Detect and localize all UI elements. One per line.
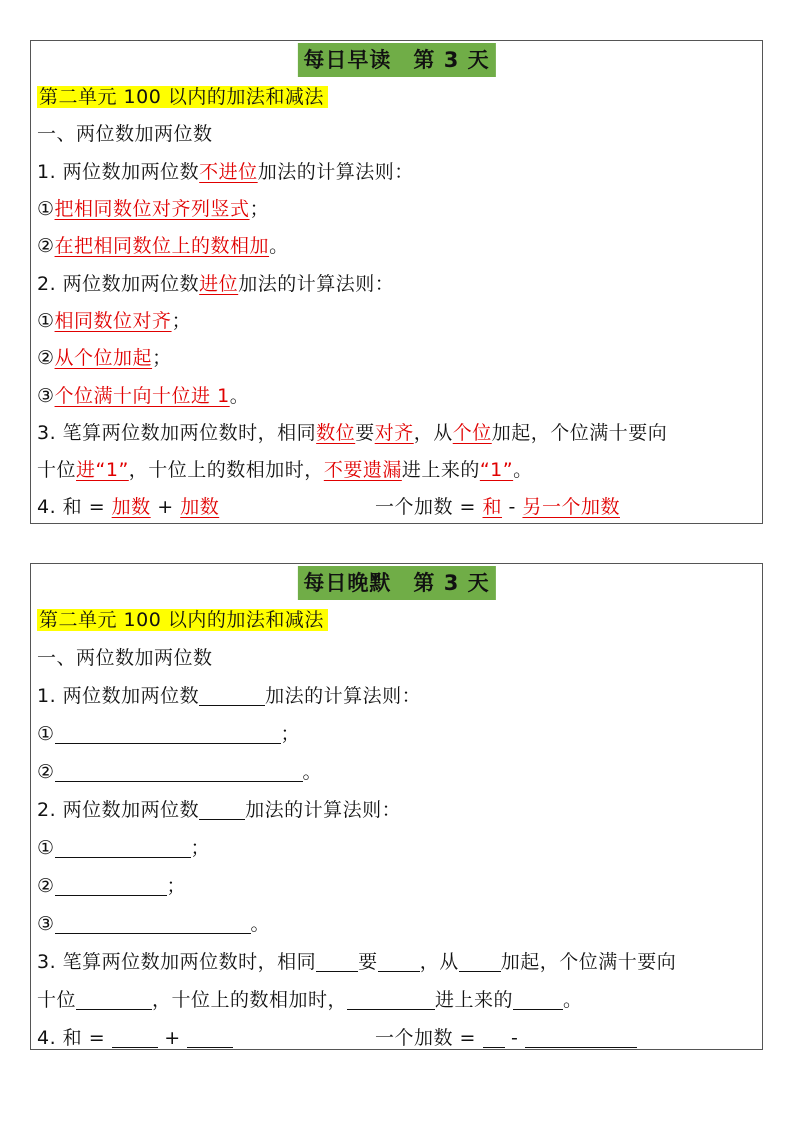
- rule-text: 十位: [37, 989, 77, 1011]
- circled-number: ③: [37, 913, 55, 935]
- circled-number: ②: [37, 875, 55, 897]
- evening-rule-1-step-2: [37, 754, 756, 790]
- circled-number: ②: [37, 235, 55, 257]
- fill-blank[interactable]: [483, 1025, 505, 1048]
- answer-text: 相同数位对齐: [54, 310, 172, 332]
- fill-blank[interactable]: [378, 949, 420, 972]
- punctuation: 。: [563, 989, 583, 1011]
- answer-text: 另一个加数: [522, 496, 620, 518]
- evening-dictation-card: [30, 563, 763, 1050]
- rule-text: 进上来的: [435, 989, 514, 1011]
- morning-title: [297, 43, 495, 77]
- answer-text: 加数: [180, 496, 220, 518]
- operator: +: [150, 496, 181, 518]
- morning-section-text: 一、两位数加两位数: [37, 123, 213, 145]
- evening-title-day: 第 3 天: [413, 571, 490, 595]
- morning-rule-3-line-2: [37, 452, 756, 488]
- answer-text: 数位: [316, 422, 356, 444]
- answer-text: 在把相同数位上的数相加: [54, 235, 270, 257]
- formula-text: 一个加数 =: [375, 496, 483, 518]
- answer-text: 从个位加起: [54, 347, 153, 369]
- rule-text: ，十位上的数相加时，: [152, 989, 348, 1011]
- circled-number: ②: [37, 761, 55, 783]
- rule-text: 1. 两位数加两位数: [37, 161, 200, 183]
- evening-section-text: 一、两位数加两位数: [37, 647, 213, 669]
- morning-formula-2: [375, 489, 620, 525]
- morning-rule-2-step-3: [37, 378, 756, 414]
- circled-number: ①: [37, 310, 55, 332]
- morning-title-name: 每日早读: [303, 48, 392, 72]
- punctuation: 。: [229, 385, 250, 407]
- punctuation: ；: [171, 310, 192, 332]
- evening-rule-2-step-1: [37, 830, 756, 866]
- fill-blank[interactable]: [513, 987, 563, 1010]
- punctuation: 。: [250, 913, 271, 935]
- morning-rule-1-step-1: [37, 191, 756, 227]
- morning-section-heading: [37, 116, 756, 152]
- rule-text: 要: [358, 951, 378, 973]
- evening-unit-line: [37, 602, 756, 638]
- evening-formula-2: [375, 1020, 637, 1056]
- punctuation: 。: [269, 235, 289, 257]
- rule-text: 3. 笔算两位数加两位数时，相同: [37, 951, 317, 973]
- formula-text: 一个加数 =: [375, 1027, 483, 1049]
- fill-blank[interactable]: [199, 797, 245, 820]
- rule-text: 加法的计算法则：: [238, 273, 395, 295]
- morning-rule-1-step-2: [37, 228, 756, 264]
- rule-text: 进上来的: [401, 459, 480, 481]
- rule-text: 加法的计算法则：: [245, 799, 402, 821]
- punctuation: 。: [302, 761, 323, 783]
- evening-rule-2-step-2: [37, 868, 756, 904]
- morning-reading-card: [30, 40, 763, 524]
- answer-text: 个位: [452, 422, 492, 444]
- morning-unit-line: [37, 79, 756, 115]
- evening-title-name: 每日晚默: [303, 571, 392, 595]
- morning-title-day: 第 3 天: [413, 48, 490, 72]
- morning-rule-1: [37, 154, 756, 190]
- rule-text: 加法的计算法则：: [257, 161, 414, 183]
- evening-rule-3-line-1: [37, 944, 756, 980]
- answer-text: 不要遗漏: [323, 459, 402, 481]
- answer-text: 不进位: [199, 161, 258, 183]
- rule-text: 加法的计算法则：: [265, 685, 422, 707]
- circled-number: ①: [37, 723, 55, 745]
- punctuation: ；: [152, 347, 172, 369]
- evening-rule-2: [37, 792, 756, 828]
- answer-text: 把相同数位对齐列竖式: [54, 198, 250, 220]
- rule-text: 要: [355, 422, 375, 444]
- circled-number: ②: [37, 347, 55, 369]
- punctuation: 。: [513, 459, 533, 481]
- evening-rule-1: [37, 678, 756, 714]
- punctuation: ；: [190, 837, 211, 859]
- rule-text: ，从: [413, 422, 453, 444]
- circled-number: ③: [37, 385, 55, 407]
- evening-rule-4: [37, 1020, 756, 1056]
- evening-rule-3-line-2: [37, 982, 756, 1018]
- evening-rule-1-step-1: [37, 716, 756, 752]
- evening-title: [297, 566, 495, 600]
- fill-blank[interactable]: [55, 759, 303, 782]
- operator: +: [157, 1027, 188, 1049]
- formula-text: 4. 和 =: [37, 496, 112, 518]
- answer-text: 进“1”: [76, 459, 129, 481]
- morning-rule-4: [37, 489, 756, 525]
- answer-text: “1”: [479, 459, 514, 481]
- evening-rule-2-step-3: [37, 906, 756, 942]
- circled-number: ①: [37, 837, 55, 859]
- rule-text: 加起，个位满十要向: [491, 422, 668, 444]
- fill-blank[interactable]: [55, 835, 191, 858]
- answer-text: 和: [482, 496, 503, 518]
- rule-text: 十位: [37, 459, 77, 481]
- morning-rule-2: [37, 266, 756, 302]
- answer-text: 对齐: [374, 422, 414, 444]
- fill-blank[interactable]: [187, 1025, 233, 1048]
- morning-rule-2-step-1: [37, 303, 756, 339]
- punctuation: ；: [249, 198, 270, 220]
- answer-text: 加数: [111, 496, 151, 518]
- formula-text: 4. 和 =: [37, 1027, 112, 1049]
- rule-text: 1. 两位数加两位数: [37, 685, 200, 707]
- fill-blank[interactable]: [55, 911, 251, 934]
- punctuation: ；: [166, 875, 187, 897]
- answer-text: 进位: [199, 273, 239, 295]
- answer-text: 个位满十向十位进 1: [54, 385, 230, 407]
- rule-text: ，从: [419, 951, 459, 973]
- evening-unit-heading: 第二单元 100 以内的加法和减法: [37, 609, 328, 631]
- rule-text: 3. 笔算两位数加两位数时，相同: [37, 422, 317, 444]
- circled-number: ①: [37, 198, 55, 220]
- operator: -: [504, 1027, 525, 1049]
- fill-blank[interactable]: [459, 949, 501, 972]
- fill-blank[interactable]: [55, 873, 167, 896]
- morning-rule-3-line-1: [37, 415, 756, 451]
- fill-blank[interactable]: [199, 683, 265, 706]
- rule-text: 2. 两位数加两位数: [37, 273, 200, 295]
- fill-blank[interactable]: [347, 987, 435, 1010]
- evening-section-heading: [37, 640, 756, 676]
- morning-unit-heading: 第二单元 100 以内的加法和减法: [37, 86, 328, 108]
- fill-blank[interactable]: [316, 949, 358, 972]
- rule-text: 2. 两位数加两位数: [37, 799, 200, 821]
- rule-text: 加起，个位满十要向: [500, 951, 677, 973]
- operator: -: [502, 496, 523, 518]
- fill-blank[interactable]: [55, 721, 281, 744]
- fill-blank[interactable]: [525, 1025, 637, 1048]
- fill-blank[interactable]: [76, 987, 152, 1010]
- morning-rule-2-step-2: [37, 340, 756, 376]
- rule-text: ，十位上的数相加时，: [128, 459, 324, 481]
- punctuation: ；: [280, 723, 301, 745]
- fill-blank[interactable]: [112, 1025, 158, 1048]
